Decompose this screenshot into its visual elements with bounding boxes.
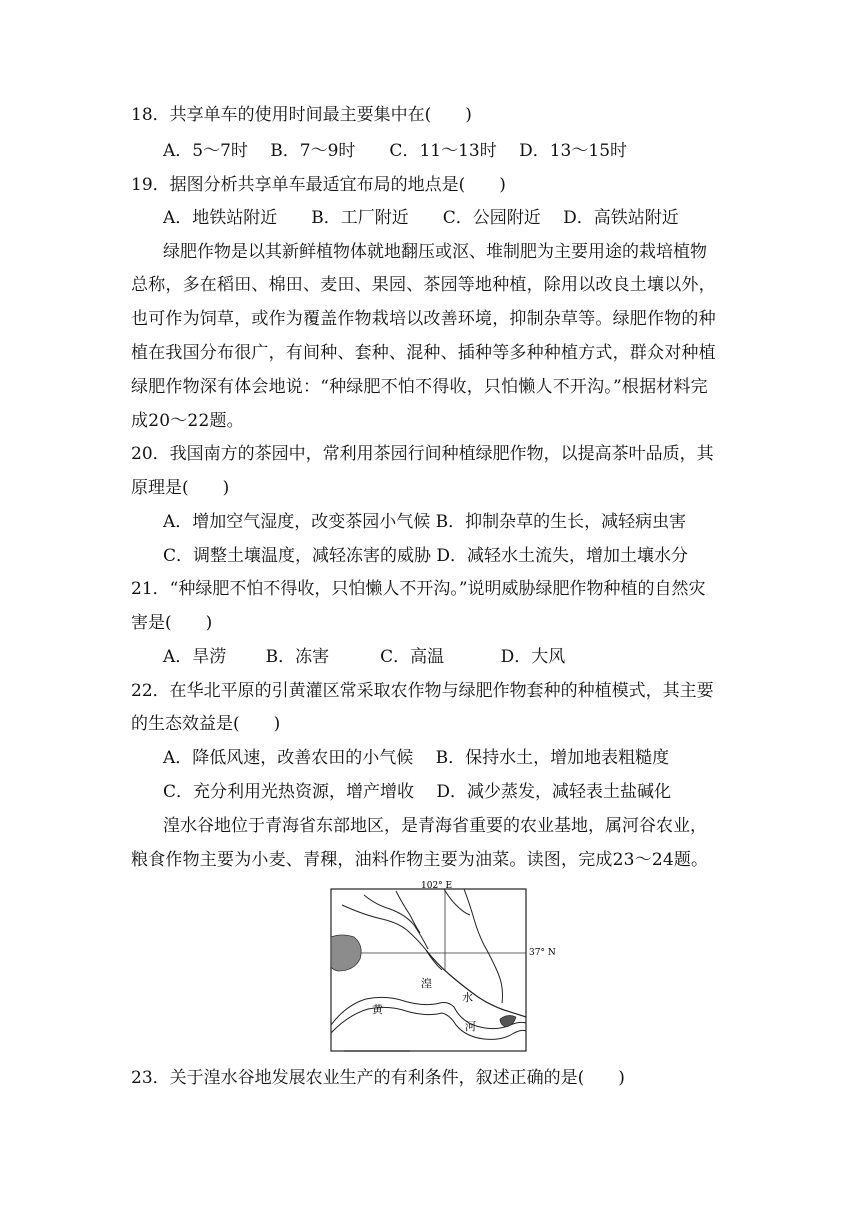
question-22-stem-1: 22．在华北平原的引黄灌区常采取农作物与绿肥作物套种的种植模式，其主要 xyxy=(131,681,714,701)
datong-river xyxy=(464,889,503,1003)
question-22-options-ab: A．降低风速，改善农田的小气候 B．保持水土，增加地表粗糙度 xyxy=(163,748,670,768)
question-20-stem-2: 原理是( ) xyxy=(131,478,230,498)
passage-1-line-5: 绿肥作物深有体会地说：“种绿肥不怕不得收，只怕懒人不开沟。”根据材料完 xyxy=(131,377,708,397)
question-21-stem-1: 21．“种绿肥不怕不得收，只怕懒人不开沟。”说明威胁绿肥作物种植的自然灾 xyxy=(131,579,706,599)
label-huang-water: 湟 xyxy=(421,977,432,990)
passage-2-line-1: 湟水谷地位于青海省东部地区，是青海省重要的农业基地，属河谷农业， xyxy=(163,816,707,836)
passage-1-line-1: 绿肥作物是以其新鲜植物体就地翻压或沤、堆制肥为主要用途的栽培植物 xyxy=(163,242,707,262)
huangshui-river xyxy=(426,950,526,1017)
passage-1-line-3: 也可作为饲草，或作为覆盖作物栽培以改善环境，抑制杂草等。绿肥作物的种 xyxy=(131,309,716,329)
map-svg xyxy=(324,875,564,1055)
label-shui: 水 xyxy=(462,991,473,1004)
question-20-stem-1: 20．我国南方的茶园中，常利用茶园行间种植绿肥作物，以提高茶叶品质，其 xyxy=(131,444,714,464)
label-he: 河 xyxy=(465,1020,476,1033)
yellow-river-south-bank xyxy=(331,1007,526,1039)
passage-1-line-4: 植在我国分布很广，有间种、套种、混种、插种等多种种植方式，群众对种植 xyxy=(131,343,716,363)
question-21-stem-2: 害是( ) xyxy=(131,613,213,633)
passage-1-line-2: 总称，多在稻田、棉田、麦田、果园、茶园等地种植，除用以改良土壤以外， xyxy=(131,275,716,295)
longitude-label: 102° E xyxy=(421,881,453,891)
latitude-label: 37° N xyxy=(529,948,556,958)
question-22-stem-2: 的生态效益是( ) xyxy=(131,714,281,734)
question-21-options: A．旱涝 B．冻害 C．高温 D．大风 xyxy=(163,647,566,667)
question-23-stem: 23．关于湟水谷地发展农业生产的有利条件，叙述正确的是( ) xyxy=(131,1068,625,1088)
question-19-stem: 19．据图分析共享单车最适宜布局的地点是( ) xyxy=(131,175,506,195)
passage-2-line-2: 粮食作物主要为小麦、青稞，油料作物主要为油菜。读图，完成23～24题。 xyxy=(131,850,709,870)
huangshui-valley-map xyxy=(324,875,564,1055)
yellow-river-north-bank xyxy=(331,997,526,1028)
tributary-north-east xyxy=(444,889,470,915)
question-20-options-cd: C．调整土壤温度，减轻冻害的威胁 D．减轻水土流失，增加土壤水分 xyxy=(163,546,689,566)
lake-shape xyxy=(331,935,361,971)
question-20-options-ab: A．增加空气湿度，改变茶园小气候 B．抑制杂草的生长，减轻病虫害 xyxy=(163,512,687,532)
question-19-options: A．地铁站附近 B．工厂附近 C．公园附近 D．高铁站附近 xyxy=(163,208,679,228)
reservoir-shape xyxy=(500,1015,516,1027)
question-22-options-cd: C．充分利用光热资源，增产增收 D．减少蒸发，减轻表土盐碱化 xyxy=(163,782,672,802)
passage-1-line-6: 成20～22题。 xyxy=(131,411,244,431)
label-huang-yellow: 黄 xyxy=(372,1003,383,1016)
question-18-stem: 18．共享单车的使用时间最主要集中在( ) xyxy=(131,105,472,125)
question-18-options: A．5～7时 B．7～9时 C．11～13时 D．13～15时 xyxy=(163,141,628,161)
tributary-north xyxy=(396,891,420,933)
